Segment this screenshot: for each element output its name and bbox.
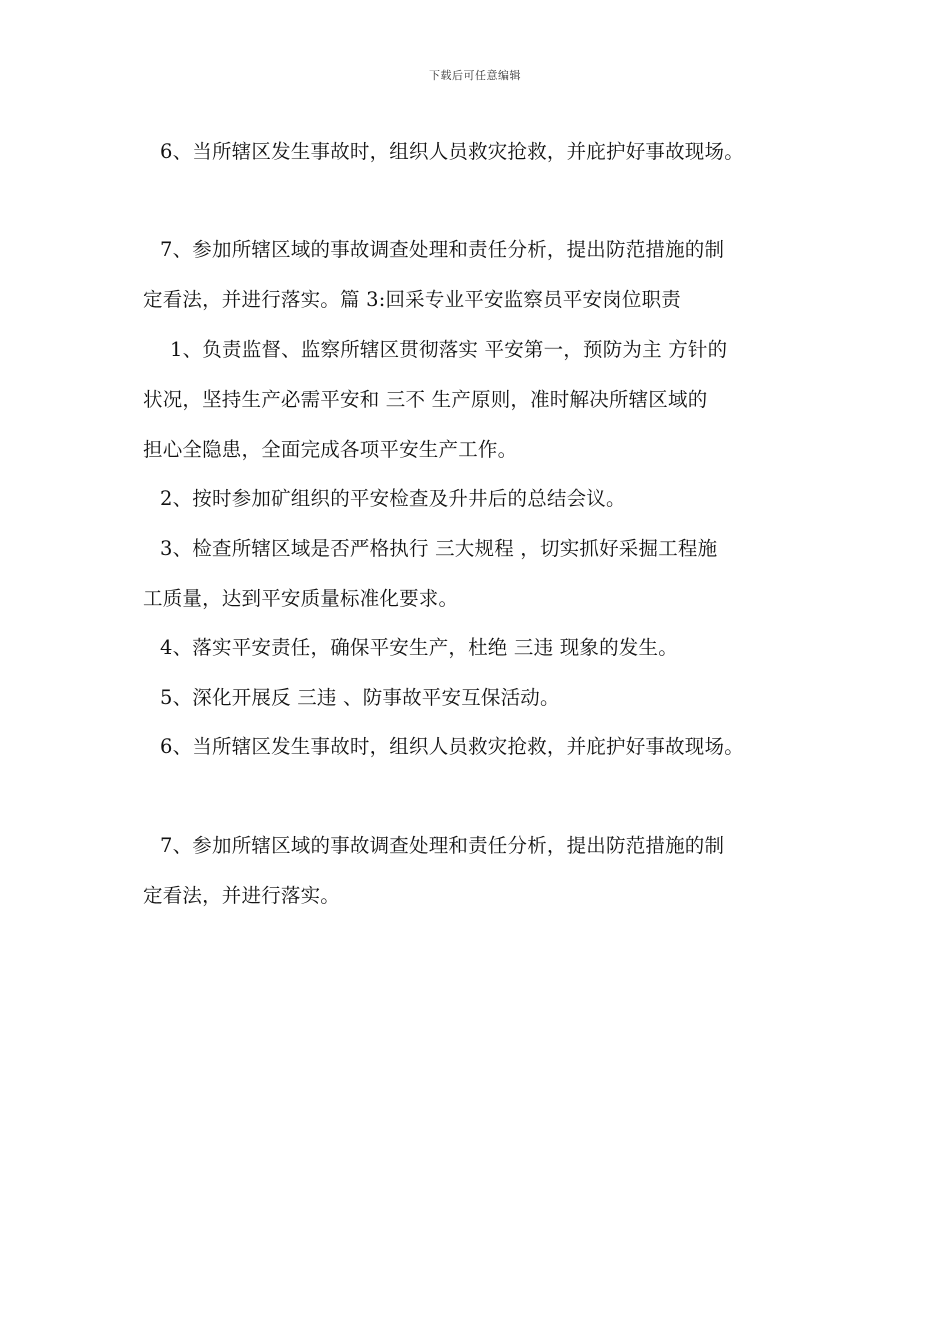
paragraph-line: 担心全隐患，全面完成各项平安生产工作。 xyxy=(143,438,518,461)
paragraph-line: 6、当所辖区发生事故时，组织人员救灾抢救，并庇护好事故现场。 xyxy=(160,140,744,163)
paragraph-line: 4、落实平安责任，确保平安生产，杜绝 三违 现象的发生。 xyxy=(160,636,678,659)
paragraph-line: 定看法，并进行落实。篇 3:回采专业平安监察员平安岗位职责 xyxy=(143,288,681,311)
paragraph-line: 2、按时参加矿组织的平安检查及升井后的总结会议。 xyxy=(160,487,626,510)
paragraph-line: 5、深化开展反 三违 、防事故平安互保活动。 xyxy=(160,686,560,709)
paragraph-line: 6、当所辖区发生事故时，组织人员救灾抢救，并庇护好事故现场。 xyxy=(160,735,744,758)
paragraph-line: 7、参加所辖区域的事故调查处理和责任分析，提出防范措施的制 xyxy=(160,238,725,261)
paragraph-line: 工质量，达到平安质量标准化要求。 xyxy=(143,587,459,610)
paragraph-line: 7、参加所辖区域的事故调查处理和责任分析，提出防范措施的制 xyxy=(160,834,725,857)
paragraph-line: 状况，坚持生产必需平安和 三不 生产原则，准时解决所辖区域的 xyxy=(143,388,708,411)
paragraph-line: 1、负责监督、监察所辖区贯彻落实 平安第一，预防为主 方针的 xyxy=(170,338,728,361)
paragraph-line: 3、检查所辖区域是否严格执行 三大规程 ，切实抓好采掘工程施 xyxy=(160,537,718,560)
page-header: 下载后可任意编辑 xyxy=(429,69,521,82)
paragraph-line: 定看法，并进行落实。 xyxy=(143,884,341,907)
